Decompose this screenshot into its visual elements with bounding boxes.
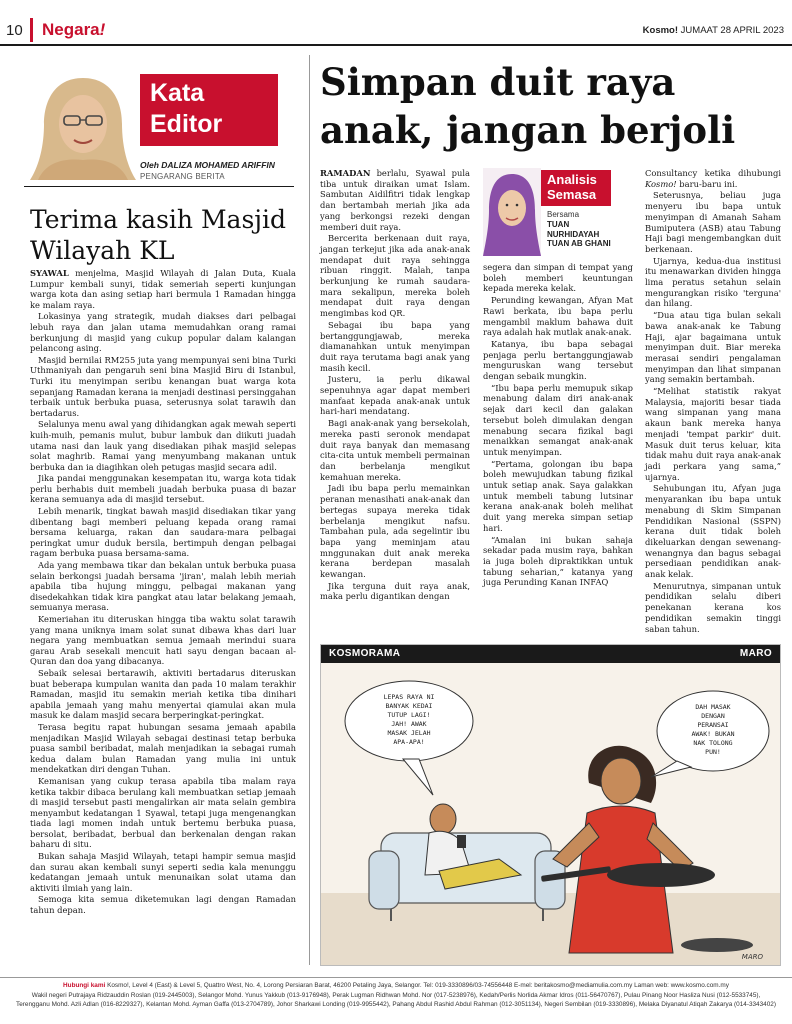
stove-icon — [681, 938, 753, 952]
kosmorama-cartoon — [320, 644, 781, 966]
wok-icon — [607, 863, 715, 887]
editor-article-body — [30, 268, 296, 917]
article-paragraph: Selalunya menu awal yang dihidangkan agak mewah seperti kuih-muih, pemanis mulut, bubur lambuk dan diikuti juadah utama nasi dan lauk yang disediakan pihak masjid selepas solat maghrib. Ramai yang menyumbang makanan untuk berbuka dan ia diagihkan oleh petugas masjid secara adil. — [30, 419, 296, 472]
columnist-name-line: NURHIDAYAH — [547, 229, 600, 239]
section-name — [42, 20, 105, 40]
lead-word: RAMADAN — [320, 168, 371, 178]
paragraph-text: Consultancy ketika dihubungi — [645, 168, 781, 178]
article-paragraph: Jika pandai menggunakan kesempatan itu, warga kota tidak perlu berhabis duit membeli juadah berbuka puasa di bazar kerana semuanya ada di masjid tersebut. — [30, 473, 296, 505]
bubble-left-line: JAH! AWAK — [391, 720, 427, 728]
bubble-right-line: PERANSAI — [697, 721, 729, 729]
footer-line-3: Terengganu Mohd. Azli Adlan (016-8229327), Kelantan Mohd. Ayman Gaffa (013-2704789), Johor Sharkawi Londing (019-9955442), Pahang Abdul Rashid Abdul Rahman (012-3051134), Negeri Sembilan (019-3330896), Melaka Diyanatul Atiqah Zakarya (014-3343402) — [16, 1001, 776, 1009]
article-paragraph: segera dan simpan di tempat yang boleh memberi keuntungan kepada mereka kelak. — [483, 262, 633, 294]
article-paragraph: Perunding kewangan, Afyan Mat Rawi berkata, ibu bapa perlu mengambil maklum bahawa duit raya adalah hak mutlak anak-anak. — [483, 295, 633, 338]
editor-headline: Terima kasih Masjid Wilayah KL — [30, 205, 287, 265]
dateline — [643, 25, 784, 36]
page-number: 10 — [6, 22, 23, 39]
section-mark: ! — [99, 20, 106, 39]
analysis-with: Bersama — [547, 210, 580, 219]
article-paragraph: Bukan sahaja Masjid Wilayah, tetapi hampir semua masjid dan surau akan kembali sunyi seperti sedia kala menunggu kedatangan jemaah untuk menunaikan solat utama dan aktiviti ilmiah yang lain. — [30, 851, 296, 893]
article-paragraph: Sebagai ibu bapa yang bertanggungjawab, mereka diamanahkan untuk menyimpan duit raya terutama bagi anak yang masih kecil. — [320, 319, 470, 373]
article-paragraph — [320, 168, 470, 232]
cartoon-artist: MARO — [739, 648, 772, 659]
columnist-name — [547, 220, 617, 249]
bubble-right-line: DENGAN — [701, 712, 725, 720]
article-paragraph: Justeru, ia perlu dikawal sepenuhnya agar dapat memberi manfaat kepada anak-anak untuk hari-hari mendatang. — [320, 374, 470, 417]
footer-contact-label: Hubungi kami — [63, 982, 106, 989]
analysis-label — [541, 170, 611, 206]
editor-role: PENGARANG BERITA — [140, 172, 225, 181]
article-paragraph: Jika terguna duit raya anak, maka perlu digantikan dengan — [320, 580, 470, 602]
left-column-rule — [24, 186, 294, 187]
columnist-name-line: TUAN — [547, 220, 570, 229]
article-paragraph: Menurutnya, simpanan untuk pendidikan selalu diberi penekanan kerana kos pendidikan semakin tinggi saban tahun. — [645, 580, 781, 634]
article-paragraph: “Dua atau tiga bulan sekali bawa anak-anak ke Tabung Haji, ajar bagaimana untuk menyimpan duit. Biar mereka merasai sendiri pengalaman menyimpan dan lihat simpanan yang semakin bertambah. — [645, 310, 781, 385]
kata-editor-badge — [140, 74, 278, 146]
bubble-right-line: AWAK! BUKAN — [691, 730, 735, 738]
article-paragraph — [645, 168, 781, 189]
article-paragraph: Katanya, ibu bapa sebagai penjaga perlu bertanggungjawab menguruskan wang tersebut dengan sebaik mungkin. — [483, 338, 633, 382]
header-accent-rule — [30, 18, 33, 42]
badge-line-2: Editor — [150, 110, 223, 138]
article-paragraph: Terasa begitu rapat hubungan sesama jemaah apabila menjadikan Masjid Wilayah sebagai destinasi tetap berbuka puasa sambil beribadat, malah menjadikan ia sebagai rumah kedua dalam bulan Ramadan yang mulia ini untuk mendekatkan diri dengan Tuhan. — [30, 721, 296, 775]
author-photo — [24, 68, 142, 180]
article-paragraph: Bercerita berkenaan duit raya, jangan terkejut jika ada anak-anak mendapat duit raya sehingga ribuan ringgit. Malah, tanpa berkunjung ke rumah saudara-mara sekalipun, mereka boleh mendapat duit raya dengan mengimbas kod QR. — [320, 233, 470, 319]
bubble-left-line: APA-APA! — [393, 738, 425, 746]
publication-name: Kosmo! — [642, 25, 679, 36]
article-paragraph: “Pertama, golongan ibu bapa boleh mewujudkan tabung fizikal untuk setiap anak. Saya galakkan untuk membeli tabung lutsinar kerana anak-anak boleh melihat duit yang mereka simpan setiap hari. — [483, 458, 633, 533]
contact-footer — [4, 981, 788, 1010]
article-paragraph: Sehubungan itu, Afyan juga menyarankan ibu bapa untuk menabung di Skim Simpanan Pendidikan Nasional (SSPN) kerana duit tidak boleh dikeluarkan dengan sewenang-wenangnya dan bagus sebagai persediaan pendidikan anak-anak kelak. — [645, 483, 781, 580]
section-label: Negara — [42, 20, 100, 39]
bubble-left-line: MASAK JELAH — [387, 729, 431, 737]
paragraph-text: baru-baru ini. — [676, 178, 738, 189]
article-paragraph: Kemeriahan itu diteruskan hingga tiba waktu solat tarawih yang mana uniknya imam solat sunat dibawa khas dari luar negara yang membuatkan semua jemaah merindui suara garau Arab sesekali mencuit hati sayu dengan bacaan al-Quran dan doa yang dibacanya. — [30, 614, 296, 667]
article-paragraph — [30, 268, 296, 310]
footer-line-2: Wakil negeri Putrajaya Ridzauddin Roslan (019-2445003), Selangor Mohd. Yunus Yakkub (013-9176948), Perak Lugman Ridhwan Mohd. Nor (017-5238976), Kedah/Perlis Norlida Akmar Idros (011-56470767), Pulau Pinang Noor Hasliza Nusi (012-5533745), — [31, 991, 761, 999]
article-paragraph: Sebaik selesai bertarawih, aktiviti bertadarus diteruskan buat beberapa kumpulan wanita dan pada 10 malam terakhir Ramadan, masjid itu semakin meriah ketika tiba dinihari apabila jemaah yang mahu menyertai qiamulai akan mula masuk ke dalam masjid secara berperingkat-peringkat. — [30, 667, 296, 721]
editor-byline: Oleh DALIZA MOHAMED ARIFFIN — [140, 160, 275, 170]
article-paragraph: Seterusnya, beliau juga menyeru ibu bapa untuk menyimpan di Amanah Saham Bumiputera (ASB) atau Tabung Haji bagi mengembangkan duit berkenaan. — [645, 190, 781, 254]
article-paragraph: Kemanisan yang cukup terasa apabila tiba malam raya ketika takbir dibaca berulang kali membuatkan setiap jemaah di masjid tersebut pasti mengalirkan air mata selain gembira menyambut kedatangan 1 Syawal, tetapi juga mengenangkan tiada lagi momen indah untuk bertemu berbuka puasa, bersolat, beribadat, berbual dan berkenalan dengan rakan baharu di situ. — [30, 775, 296, 850]
paragraph-text: menjelma, Masjid Wilayah di Jalan Duta, Kuala Lumpur kembali sunyi, tidak semeriah seperti kunjungan warga kota dan asing setiap hari bermula 1 Ramadan hingga ke malam raya. — [30, 268, 296, 310]
bubble-left-line: LEPAS RAYA NI — [383, 693, 435, 701]
article-paragraph: “Ibu bapa perlu memupuk sikap menabung dalam diri anak-anak sejak dari kecil dan galakan tersebut boleh dimulakan dengan menabung secara fizikal bagi menaikkan semangat anak-anak untuk menyimpan. — [483, 382, 633, 457]
bubble-right-line: PUN! — [705, 748, 721, 756]
columnist-name-line: TUAN AB GHANI — [547, 239, 611, 248]
article-paragraph: Lokasinya yang strategik, mudah diakses dari pelbagai lebuh raya dan jalan utama memudahkan orang ramai berkunjung di masjid yang cukup popular dalam kalangan pelancong asing. — [30, 311, 296, 354]
lead-word: SYAWAL — [30, 268, 69, 278]
article-paragraph: Masjid bernilai RM255 juta yang mempunyai seni bina Turki Uthmaniyah dan pengaruh seni bina Masjid Biru di Istanbul, Turki itu menyimpan seribu kenangan buat warga kota sepanjang Ramadan kerana ia menjadi destinasi persinggahan terbaik untuk berbuka puasa, seterusnya solat tarawih dan bertadarus. — [30, 354, 296, 418]
footer-line-1 — [4, 981, 788, 991]
column-divider — [309, 55, 310, 965]
bubble-right-line: NAK TOLONG — [693, 739, 733, 747]
paragraph-text: berlalu, Syawal pula tiba untuk diraikan umat Islam. Sambutan Aidilfitri tidak lengkap dan bertambah meriah jika ada yang berkongsi rezeki dengan memberi duit raya. — [320, 168, 470, 232]
footer-rule — [0, 977, 792, 978]
footer-address: Kosmo!, Level 4 (East) & Level 5, Quattro West, No. 4, Lorong Persiaran Barat, 46200 Petaling Jaya, Selangor. Tel: 019-3330896/03-74556448 E-mel: beritakosmo@mediamulia.com.my Laman web: www.kosmo.com.my — [105, 982, 729, 989]
analysis-label-line-1: Analisis — [547, 172, 597, 187]
main-headline: Simpan duit raya anak, jangan berjoli — [320, 60, 736, 152]
cartoon-header-bar — [321, 645, 780, 663]
article-paragraph: Ujarnya, kedua-dua institusi itu menawarkan dividen hingga lima peratus setahun selain mengurangkan risiko 'terguna' dan hilang. — [645, 255, 781, 309]
issue-date: JUMAAT 28 APRIL 2023 — [680, 25, 784, 36]
main-article-column-2 — [483, 262, 633, 589]
article-paragraph: Semoga kita semua diketemukan lagi dengan Ramadan tahun depan. — [30, 894, 296, 916]
analysis-badge — [483, 168, 611, 258]
cartoon-title: KOSMORAMA — [329, 648, 401, 659]
article-paragraph: Bagi anak-anak yang bersekolah, mereka pasti seronok mendapat duit raya banyak dan memasang cita-cita untuk membeli permainan dan berbelanja mengikut kemahuan mereka. — [320, 418, 470, 482]
article-paragraph: “Amalan ini bukan sahaja sekadar pada musim raya, bahkan ia juga boleh dipraktikkan untuk tabung seharian,” katanya yang juga Perunding Kanan INFAQ — [483, 534, 633, 588]
page-header — [0, 0, 792, 46]
bubble-right-line: DAH MASAK — [695, 703, 731, 711]
article-paragraph: Jadi ibu bapa perlu memainkan peranan menasihati anak-anak dan bertegas supaya mereka tidak berbelanja mengikut nafsu. Tambahan pula, ada segelintir ibu bapa yang meminjam atau mnggunakan duit anak mereka kerana berdepan masalah kewangan. — [320, 483, 470, 580]
cartoon-illustration — [321, 663, 781, 966]
cartoon-signature: MARO — [741, 953, 763, 961]
header-rule — [0, 44, 792, 46]
bubble-left-line: BANYAK KEDAI — [385, 702, 433, 710]
columnist-photo — [483, 168, 541, 256]
bubble-left-line: TUTUP LAGI! — [387, 711, 431, 719]
analysis-label-line-2: Semasa — [547, 187, 597, 202]
main-article-column-3 — [645, 168, 781, 635]
main-article-column-1 — [320, 168, 470, 603]
article-paragraph: Lebih menarik, tingkat bawah masjid disediakan tikar yang dibentang bagi memberi peluang kepada orang ramai bersama keluarga, rakan dan saudara-mara pelbagai peringkat umur duduk bersila, bertimpuh dengan pelbagai ragam berbuka puasa bersama-sama. — [30, 506, 296, 559]
article-paragraph: “Melihat statistik rakyat Malaysia, majoriti besar tiada wang simpanan yang mana akaun bank mereka hanya menjadi 'tempat parkir' duit. Masuk duit terus keluar, kita tidak mahu duit raya anak-anak jadi perkara yang sama,” ujarnya. — [645, 386, 781, 482]
publication-mention: Kosmo! — [645, 178, 677, 189]
badge-line-1: Kata — [150, 79, 205, 107]
article-paragraph: Ada yang membawa tikar dan bekalan untuk berbuka puasa selain berkongsi juadah bersama 'jiran', malah lebih meriah apabila tiba hujung minggu, pelbagai makanan yang disedekahkan tidak kira pangkat atau latar belakang jemaah, semuanya merasa. — [30, 560, 296, 613]
